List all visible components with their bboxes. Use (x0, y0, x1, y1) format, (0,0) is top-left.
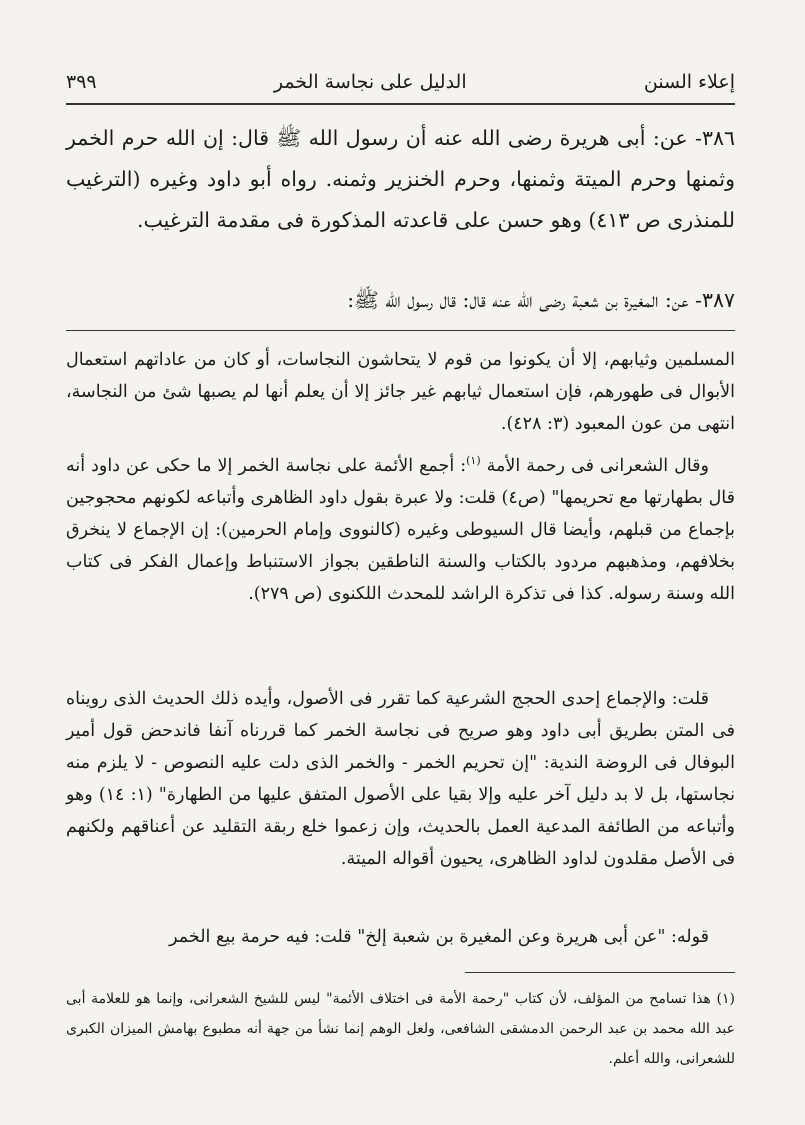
hadith-387-text: ٣٨٧- عن: المغيرة بن شعبة رضى الله عنه قال: قال رسول الله ﷺ: (347, 288, 735, 312)
footnote (66, 984, 735, 1074)
commentary-text-3: قلت: والإجماع إحدى الحجج الشرعية كما تقرر فى الأصول، وأيده ذلك الحديث الذى رويناه فى المتن بطريق أبى داود وهو صريح فى نجاسة الخمر كما قررناه آنفا فاندحض قول أمير البوفال فى الروضة الندية: "إن تحريم الخمر - والخمر الذى دلت عليه النصوص - لا يلزم منه نجاستها، بل لا بد دليل آخر عليه وإلا بقيا على الأصول المتفق عليها من الطهارة" (١: ١٤) وهو وأتباعه من الطائفة المدعية العمل بالحديث، وإن زعموا خلع ربقة التقليد عن أعناقهم ولكنهم فى الأصل مقلدون لداود الظاهرى، يحيون أقواله الميتة. (66, 689, 735, 869)
page-number: ٣٩٩ (66, 71, 97, 93)
header-divider (66, 103, 735, 105)
hadith-387 (66, 280, 735, 321)
commentary-paragraph-3 (66, 683, 735, 875)
hadith-386-text: ٣٨٦- عن: أبى هريرة رضى الله عنه أن رسول الله ﷺ قال: إن الله حرم الخمر وثمنها وحرم الميتة وثمنها، وحرم الخنزير وثمنه. رواه أبو داود وغيره (الترغيب للمنذرى ص ٤١٣) وهو حسن على قاعدته المذكورة فى مقدمة الترغيب. (66, 126, 735, 232)
text-commentary-divider (66, 330, 735, 331)
commentary-text-2-start: وقال الشعرانى فى رحمة الأمة (486, 455, 709, 476)
commentary-text-1: المسلمين وثيابهم، إلا أن يكونوا من قوم لا يتحاشون النجاسات، أو كان من عاداتهم استعمال الأبوال فى طهورهم، فإن استعمال ثيابهم غير جائز إلا أن يعلم أنها لم يصبها شئ من النجاسة، انتهى من عون المعبود (٣: ٤٢٨). (66, 350, 735, 434)
commentary-paragraph-4 (66, 921, 735, 953)
chapter-title: الدليل على نجاسة الخمر (273, 71, 467, 93)
footnote-divider (465, 972, 735, 973)
commentary-text-4: قوله: "عن أبى هريرة وعن المغيرة بن شعبة إلخ" قلت: فيه حرمة بيع الخمر (169, 927, 709, 947)
commentary-text-2-rest: : أجمع الأئمة على نجاسة الخمر إلا ما حكى عن داود أنه قال بطهارتها مع تحريمها" (ص٤) قلت: ولا عبرة بقول داود الظاهرى وأتباعه لكونهم محجوجين بإجماع من قبلهم، وأيضا قال السيوطى وغيره (كالنووى وإمام الحرمين): إن الإجماع لا ينخرق بخلافهم، ومذهبهم مردود بالكتاب والسنة الناطقين بجواز الاستنباط وإعمال الفكر فى كتاب الله وسنة رسوله. كذا فى تذكرة الراشد للمحدث اللكنوى (ص ٢٧٩). (66, 455, 735, 604)
commentary-paragraph-2 (66, 445, 735, 610)
commentary-text-2 (66, 445, 735, 610)
hadith-386 (66, 118, 735, 241)
footnote-reference: (١) (466, 454, 481, 467)
footnote-text: (١) هذا تسامح من المؤلف، لأن كتاب "رحمة الأمة فى اختلاف الأئمة" ليس للشيخ الشعرانى، وإنما هو للعلامة أبى عبد الله محمد بن عبد الرحمن الدمشقى الشافعى، ولعل الوهم إنما نشأ من جهة أنه مطبوع بهامش الميزان الكبرى للشعرانى، والله أعلم. (66, 991, 735, 1067)
book-title: إعلاء السنن (643, 71, 735, 93)
commentary-paragraph-1 (66, 344, 735, 440)
running-header (66, 64, 735, 100)
